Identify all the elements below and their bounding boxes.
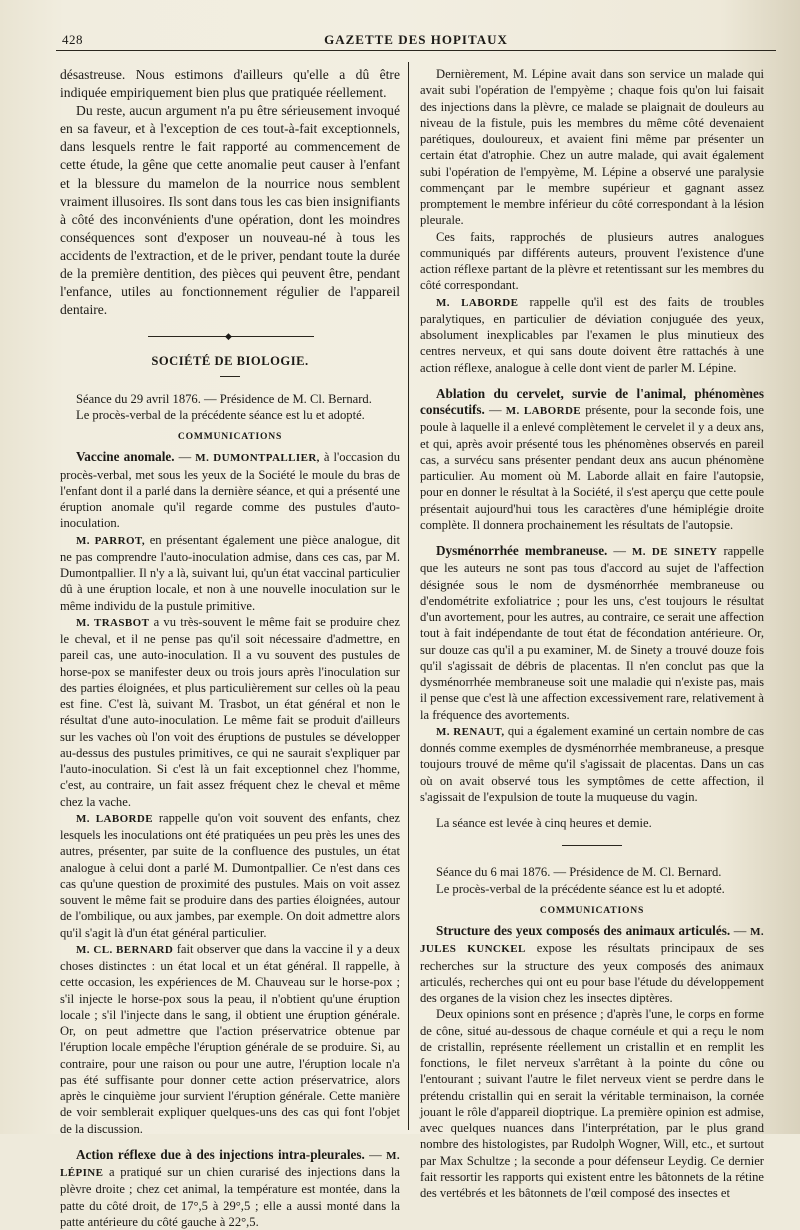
intervention-renaut (420, 723, 764, 805)
topic-title: Structure des yeux composés des animaux articulés. (436, 923, 731, 938)
speaker-name: M. LABORDE (436, 296, 519, 309)
page-number: 428 (62, 32, 83, 47)
seance-heading: Séance du 29 avril 1876. — Présidence de M. Cl. Bernard. (76, 391, 372, 406)
divider (220, 376, 240, 377)
right-column (420, 66, 765, 1200)
communication-text: a pratiqué sur un chien curarisé des injections dans la plèvre droite ; chez cet animal, la température est montée, dans la patte du côté droit, de 17°,5 à 29°,5 ; elle a aussi monté dans la patte antérieure du côté gauche à 22°,5. (60, 1165, 400, 1229)
speaker-name: M. CL. BERNARD (76, 943, 174, 956)
communication-text: présente, pour la seconde fois, une poule à laquelle il a enlevé complètement le cervelet il y a deux ans, et qui, après avoir présenté tous les phénomènes observés en pareil cas, a survécu sans présenter pendant deux ans aucun phénomène particulier. Au moment où M. Laborde allait en faire l'autopsie, pour en donner le résultat à la Société, il s'est aperçu que cette poule présentait aujourd'hui tous les caractères d'une hémiplégie droite complète. Il donnera prochainement les résultats de l'autopsie. (420, 403, 765, 532)
topic-title: Action réflexe due à des injections intra-pleurales. (76, 1146, 365, 1162)
communication-text: qui a également examiné un certain nombre de cas donnés comme exemples de dysménorrhée membraneuse, a presque toujours trouvé de même qu'il s'agissait de placentas. Dans un cas où on avait observé tous les symptômes de cette affection, il s'agissait de l'expulsion de toute la muqueuse du vagin. (420, 723, 765, 804)
intervention-laborde (60, 810, 400, 941)
speaker-name: M. JULES KUNCKEL (420, 926, 765, 956)
section-separator (60, 327, 400, 347)
minutes-note: Le procès-verbal de la précédente séance est lu et adopté. (76, 407, 365, 422)
speaker-name: M. DE SINETY (631, 546, 718, 558)
column-divider (408, 62, 409, 1130)
communication-text: à l'occasion du procès-verbal, met sous les yeux de la Société le moule du bras de l'enfant dont il a parlé dans la dernière séance, et qui a présenté une éruption anomale qu'il regarde comme des pustules d'auto-inoculation. (60, 450, 401, 531)
communication-text: a vu très-souvent le même fait se produire chez le cheval, et il ne pense pas qu'il soit nécessaire d'admettre, en pareil cas, une auto-inoculation. Il a vu souvent des pustules de horse-pox se manifester deux ou trois jours après l'inoculation sur des parties éloignées, et plus particulièrement sur celles où la peau est fine. C'est là, suivant M. Trasbot, un état général et non le résultat d'une auto-inoculation. Le même fait se produit d'ailleurs sur les vaches où l'on voit des éruptions de pustules se développer au-dessus des pustules primitives, ce qui ne saurait s'expliquer par l'auto-inoculation. Si c'est là un fait exceptionnel chez l'homme, c'est, au contraire, un fait assez fréquent chez le cheval et même chez la vache. (60, 614, 400, 809)
speaker-name: M. TRASBOT (76, 616, 150, 629)
diamond-ornament-icon: ◆ (225, 331, 232, 342)
page-header (56, 28, 776, 51)
speaker-name: M. DUMONTPALLIER, (195, 452, 320, 465)
topic-title: Dysménorrhée membraneuse. (436, 543, 608, 558)
article-paragraph: Deux opinions sont en présence ; d'après l'une, le corps en forme de cône, situé au-dessous de chaque cornéule et qui a reçu le nom de cristallin, représente réellement un cristallin et en remplit les fonctions, le filet nerveux s'arrêtant à la pointe du cône ou l'entourant ; suivant l'autre le filet nerveux vient se perdre dans le prétendu cristallin qui en serait la véritable terminaison, la cornée jouant le rôle d'appareil dioptrique. La première opinion est admise, avec quelques nuances dans l'interprétation, par le plus grand nombre des histologistes, par Rudolph Wogner, Will, etc., et surtout par Max Schultze ; la seconde a pour défenseur Leydig. Ce dernier fait ressortir les rapports qui existent entre les bâtonnets de la rétine des vertébrés et les bâtonnets de l'œil composé des insectes et (420, 1007, 764, 1200)
communication-text: en présentant également une pièce analogue, dit ne pas comprendre l'auto-inoculation admise, dans ces cas, par M. Dumontpallier. Il n'y a là, suivant lui, qu'un état vaccinal particulier dû à une éruption locale, et non à une nouvelle inoculation sur le même individu de la pustule primitive. (60, 532, 400, 613)
divider (562, 845, 622, 846)
journal-title: GAZETTE DES HOPITAUX (324, 32, 508, 47)
communication-vaccine: Vaccine anomale. — M. DUMONTPALLIER, à l'occasion du procès-verbal, met sous les yeux de la Société le moule du bras de l'enfant dont il a parlé dans la dernière séance, et qui a présenté une éruption anomale qu'il regarde comme des pustules d'auto-inoculation. (60, 449, 401, 531)
communications-heading: COMMUNICATIONS (539, 904, 645, 916)
communication-ablation: Ablation du cervelet, survie de l'animal, phénomènes consécutifs. — M. LABORDE présente, pour la seconde fois, une poule à laquelle il a enlevé complètement le cervelet il y a deux ans, et qui, après avoir présenté tous les phénomènes observés en pareil cas, a survécu sans présenter pendant deux ans aucun phénomène particulier. Au moment où M. Laborde allait en faire l'autopsie, pour en donner le résultat à la Société, il s'est aperçu que cette poule présentait aujourd'hui tous les caractères d'une hémiplégie droite complète. Il donnera prochainement les résultats de l'autopsie. (420, 385, 765, 532)
communications-heading: COMMUNICATIONS (177, 431, 283, 443)
speaker-name: M. LABORDE (76, 812, 153, 825)
speaker-name: M. LABORDE (505, 405, 582, 417)
minutes-note: Le procès-verbal de la précédente séance est lu et adopté. (436, 881, 725, 896)
communication-text: rappelle qu'il est des faits de troubles paralytiques, en particulier de déviation conjuguée des yeux, absolument inexplicables par l'examen le plus minutieux des centres nerveux, et qui sans doute doivent être rattachés à une action réflexe, analogue à celle dont vient de parler M. Lépine. (420, 294, 765, 375)
communication-text: fait observer que dans la vaccine il y a deux choses distinctes : un état local et un état général. Il rappelle, à cette occasion, les expériences de M. Chauveau sur le horse-pox ; s'il injecte le horse-pox sous la peau, il n'obtient qu'une éruption locale ; s'il l'injecte dans le sang, il obtient une éruption générale. Or, on peut admettre que l'action préservatrice obtenue par l'éruption locale empêche l'éruption générale de se produire. Si, au contraire, pour une raison ou pour une autre, l'éruption locale n'a pas été suffisante pour donner cette action préservatrice, alors après le cinquième jour survient l'éruption générale. Cette manière de voir semblerait expliquer quelques-uns des cas qui font l'objet de la discussion. (60, 941, 401, 1136)
session-closing: La séance est levée à cinq heures et demie. (436, 816, 652, 830)
communication-dysmenorrhee: Dysménorrhée membraneuse. — M. DE SINETY rappelle que les auteurs ne sont pas tous d'accord au sujet de l'affection désignée sous le nom de dysménorrhée membraneuse ou d'endométrite exfoliatrice ; pour les uns, c'est toujours le résultat d'un avortement, pour les autres, au contraire, ce serait une affection tout à fait indépendante de tout état de fécondation antérieure. Or, sur douze cas qu'il a pu examiner, M. de Sinety a trouvé douze fois qu'il s'agissait de débris de placentas. Il n'en conclut pas que la dysménorrhée membraneuse soit une maladie qui n'existe pas, mais il pense que c'est là une affection excessivement rare, relativement à la fréquence des avortements. (420, 543, 764, 722)
topic-title: Vaccine anomale. (76, 449, 175, 465)
article-paragraph: Du reste, aucun argument n'a pu être sérieusement invoqué en sa faveur, et à l'exception de ces tout-à-fait exceptionnels, dans lesquels rentre le fait rapporté au commencement de cette étude, la gêne que cette anomalie peut causer à l'enfant et la blessure du mamelon de la nourrice nous semblent vraiment illusoires. Ils sont dans tous les cas bien insignifiants à côté des inconvénients d'une opération, dont les moindres conséquences sont d'exposer un nouveau-né à tous les accidents de l'extraction, et de le priver, pendant toute la durée de la première dentition, des pièces qui peuvent être, pendant l'enfance, utiles au fonctionnement régulier de l'appareil dentaire. (60, 103, 400, 318)
article-paragraph: Ces faits, rapprochés de plusieurs autres analogues communiqués par différents auteurs, prouvent l'existence d'une action réflexe partant de la plèvre et retentissant sur les membres du côté correspondant. (420, 229, 764, 293)
intervention-parrot (60, 532, 400, 614)
article-paragraph: désastreuse. Nous estimons d'ailleurs qu'elle a dû être indiquée empiriquement bien plus que pratiquée réellement. (60, 67, 400, 101)
seance-heading: Séance du 6 mai 1876. — Présidence de M. Cl. Bernard. (436, 865, 722, 880)
intervention-bernard (60, 941, 400, 1137)
intervention-trasbot (60, 614, 400, 810)
communication-reflexe: Action réflexe due à des injections intra-pleurales. — M. LÉPINE a pratiqué sur un chien curarisé des injections dans la plèvre droite ; chez cet animal, la température est montée, dans la patte du côté droit, de 17°,5 à 29°,5 ; elle a aussi monté dans la patte antérieure du côté gauche à 22°,5. (60, 1146, 400, 1229)
left-column (60, 66, 401, 1229)
article-paragraph: Dernièrement, M. Lépine avait dans son service un malade qui avait subi l'opération de l'empyème ; chaque fois qu'on lui faisait des injections dans la plèvre, ce malade se plaignait de douleurs au niveau de la fistule, puis les membres du même côté devenaient parétiques, douloureux, et avaient fini même par présenter un certain état d'atrophie. Chez un autre malade, qui avait également subi l'opération de l'empyème, M. Lépine a observé une paralysie commençant par le membre supérieur et gagnant assez promptement le membre inférieur du côté correspondant à la lésion pleurale. (420, 67, 764, 228)
communication-text: rappelle que les auteurs ne sont pas tous d'accord au sujet de l'affection désignée sous le nom de dysménorrhée membraneuse ou d'endométrite exfoliatrice ; pour les uns, c'est toujours le résultat d'un avortement, pour les autres, au contraire, ce serait une affection tout à fait indépendante de tout état de fécondation antérieure. Or, sur douze cas qu'il a pu examiner, M. de Sinety a trouvé douze fois qu'il s'agissait de débris de placentas. Il n'en conclut pas que la dysménorrhée membraneuse soit une maladie qui n'existe pas, mais il pense que c'est là une affection excessivement rare, relativement à la fréquence des avortements. (420, 544, 764, 722)
society-title: SOCIÉTÉ DE BIOLOGIE. (151, 354, 309, 369)
speaker-name: M. LÉPINE (60, 1149, 400, 1180)
speaker-name: M. PARROT, (76, 534, 145, 547)
communication-text: rappelle qu'on voit souvent des enfants, chez lesquels les inoculations ont été pratiquées un peu près les unes des autres, présenter, par suite de la confluence des pustules, un état analogue à celui dont a parlé M. Dumontpallier. Ce n'est dans ces cas qu'une question de proximité des pustules. Mais on voit assez souvent le même fait se produire dans des parties éloignées, autour de l'ombilique, ou aux jambes, par exemple. On doit admettre alors qu'il s'agit là d'un état général particulier. (60, 810, 401, 940)
topic-title: Ablation du cervelet, survie de l'animal, phénomènes consécutifs. (420, 385, 764, 417)
communication-structure: Structure des yeux composés des animaux articulés. — M. JULES KUNCKEL expose les résultats principaux de ses recherches sur la structure des yeux composés des animaux articulés, recherches qui ont eu pour base l'étude du développement des organes de la vision chez les insectes diptères. (420, 923, 765, 1005)
communication-text: expose les résultats principaux de ses recherches sur la structure des yeux composés des animaux articulés, recherches qui ont eu pour base l'étude du développement des organes de la vision chez les insectes diptères. (420, 941, 764, 1005)
speaker-name: M. RENAUT, (436, 725, 505, 738)
intervention-laborde (420, 294, 764, 376)
